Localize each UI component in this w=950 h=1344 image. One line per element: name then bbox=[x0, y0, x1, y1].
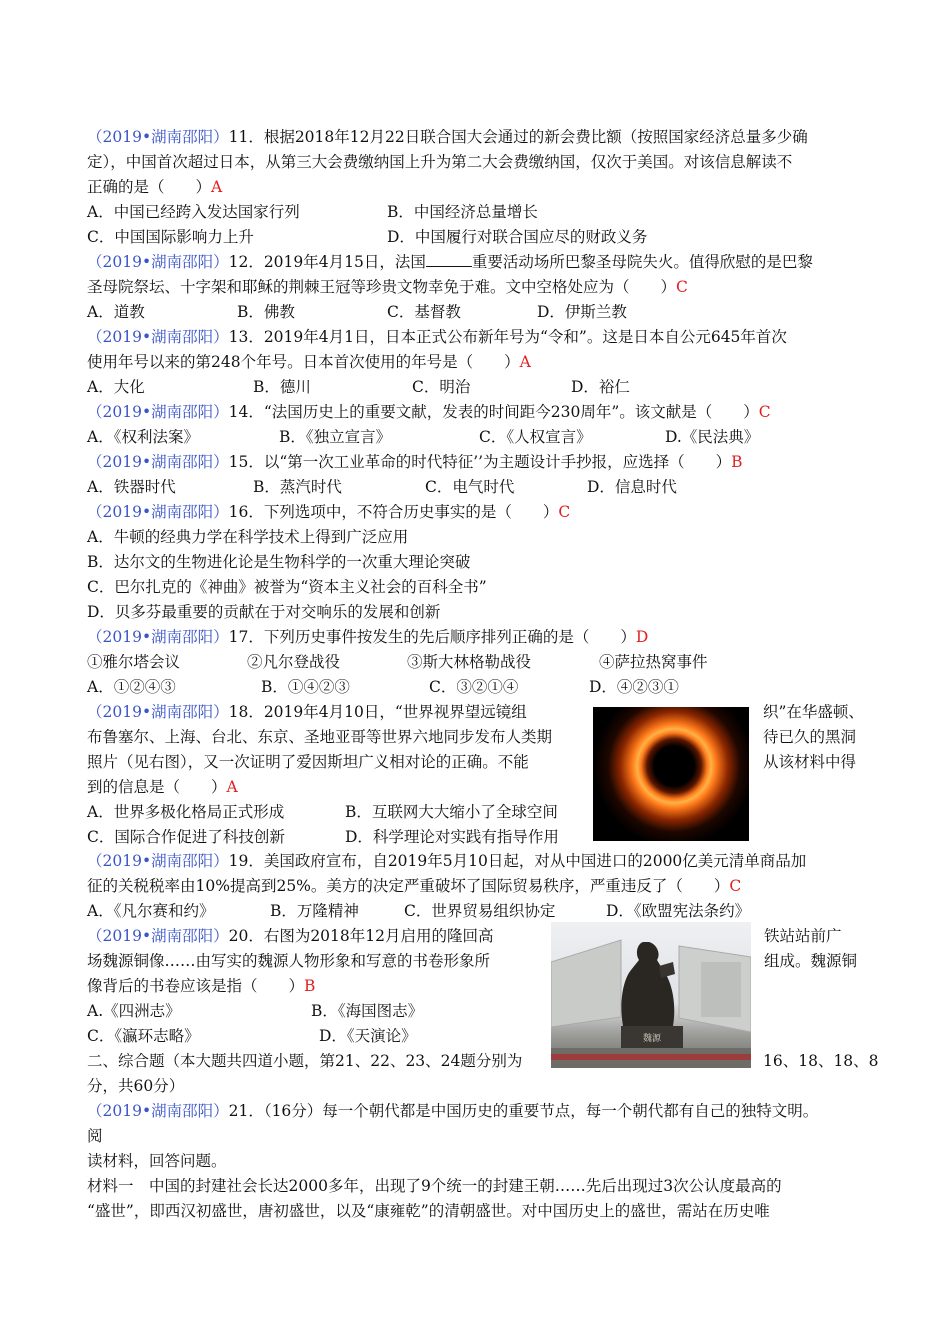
q15-answer: B bbox=[731, 453, 743, 471]
q11-opt-d: D．中国履行对联合国应尽的财政义务 bbox=[387, 228, 648, 246]
q11-stem-1: 11．根据2018年12月22日联合国大会通过的新会费比额（按照国家经济总量多少确 bbox=[228, 128, 808, 146]
q19-opt-b: B．万隆精神 bbox=[270, 902, 359, 920]
q20-line1-right: 铁站站前广 bbox=[764, 927, 842, 945]
q12-line1 bbox=[87, 252, 813, 272]
wei-yuan-statue-image bbox=[551, 922, 751, 1068]
q13-opt-c: C．明治 bbox=[412, 378, 471, 396]
q14-line1 bbox=[87, 402, 771, 422]
q16-opt-c: C．巴尔扎克的《神曲》被誉为“资本主义社会的百科全书” bbox=[87, 578, 487, 596]
statue-scroll-in-hand bbox=[659, 962, 675, 978]
q16-line1 bbox=[87, 502, 570, 522]
q11-line1 bbox=[87, 127, 808, 147]
source-tag: （2019•湖南邵阳） bbox=[87, 503, 229, 521]
q13-opt-a: A．大化 bbox=[87, 378, 145, 396]
q16-answer: C bbox=[558, 503, 571, 521]
q13-opt-b: B．德川 bbox=[253, 378, 311, 396]
q12-stem-1a: 12．2019年4月15日，法国 bbox=[228, 253, 426, 271]
section2-heading-2: 分，共60分） bbox=[87, 1077, 185, 1095]
q17-event-2: ②凡尔登战役 bbox=[247, 653, 341, 671]
q17-answer: D bbox=[635, 628, 649, 646]
wei-yuan-statue bbox=[621, 942, 674, 1026]
q19-line1 bbox=[87, 851, 806, 871]
q15-stem-1: 15．以“第一次工业革命的时代特征’’为主题设计手抄报，应选择（ ） bbox=[228, 453, 732, 471]
q12-opt-d: D．伊斯兰教 bbox=[537, 303, 627, 321]
q20-options-cd bbox=[87, 1026, 417, 1046]
q13-stem-2: 使用年号以来的第248个年号。日本首次使用的年号是（ ） bbox=[87, 353, 520, 371]
q18-options-ab bbox=[87, 802, 558, 822]
q17-stem-1: 17．下列历史事件按发生的先后顺序排列正确的是（ ） bbox=[228, 628, 636, 646]
section2-heading: 二、综合题（本大题共四道小题，第21、22、23、24题分别为 bbox=[87, 1052, 523, 1070]
source-tag: （2019•湖南邵阳） bbox=[87, 852, 229, 870]
q20-opt-d: D．《天演论》 bbox=[319, 1027, 417, 1045]
q21-line1 bbox=[87, 1101, 818, 1121]
q15-opt-d: D．信息时代 bbox=[587, 478, 677, 496]
q15-opt-b: B．蒸汽时代 bbox=[253, 478, 342, 496]
q19-stem-1: 19．美国政府宣布，自2019年5月10日起，对从中国进口的2000亿美元清单商品加 bbox=[228, 852, 807, 870]
q11-options-ab bbox=[87, 202, 538, 222]
book-scroll-left bbox=[551, 940, 621, 1027]
q20-options-ab bbox=[87, 1001, 424, 1021]
q16-opt-b: B．达尔文的生物进化论是生物科学的一次重大理论突破 bbox=[87, 553, 471, 571]
q13-options bbox=[87, 377, 630, 397]
q18-line4 bbox=[87, 777, 238, 797]
source-tag: （2019•湖南邵阳） bbox=[87, 927, 229, 945]
q16-stem-1: 16．下列选项中，不符合历史事实的是（ ） bbox=[228, 503, 559, 521]
q17-line1 bbox=[87, 627, 648, 647]
q17-event-1: ①雅尔塔会议 bbox=[87, 653, 181, 671]
q20-line1 bbox=[87, 926, 494, 946]
q12-blank bbox=[426, 252, 472, 267]
black-hole-image bbox=[593, 707, 749, 841]
q14-answer: C bbox=[758, 403, 771, 421]
q11-answer: A bbox=[211, 178, 223, 196]
q12-opt-a: A．道教 bbox=[87, 303, 145, 321]
q19-stem-2: 征的关税税率由10%提高到25%。美方的决定严重破坏了国际贸易秩序，严重违反了（ ） bbox=[87, 877, 730, 895]
q20-opt-b: B．《海国图志》 bbox=[311, 1002, 424, 1020]
q20-line2: 场魏源铜像……由写实的魏源人物形象和写意的书卷形象所 bbox=[87, 952, 491, 970]
statue-plaque: 魏源 bbox=[643, 1034, 662, 1044]
q18-answer: A bbox=[226, 778, 238, 796]
q15-options bbox=[87, 477, 677, 497]
q13-answer: A bbox=[519, 353, 531, 371]
q14-opt-c: C．《人权宣言》 bbox=[479, 428, 592, 446]
q15-opt-c: C．电气时代 bbox=[425, 478, 515, 496]
q11-opt-a: A．中国已经跨入发达国家行列 bbox=[87, 203, 300, 221]
source-tag: （2019•湖南邵阳） bbox=[87, 253, 229, 271]
q18-line3-right: 从该材料中得 bbox=[763, 753, 857, 771]
q11-opt-b: B．中国经济总量增长 bbox=[387, 203, 538, 221]
q18-opt-b: B．互联网大大缩小了全球空间 bbox=[345, 803, 558, 821]
q20-answer: B bbox=[304, 977, 316, 995]
q11-opt-c: C．中国国际影响力上升 bbox=[87, 228, 254, 246]
q12-options bbox=[87, 302, 627, 322]
source-tag: （2019•湖南邵阳） bbox=[87, 1102, 229, 1120]
q18-line2: 布鲁塞尔、上海、台北、东京、圣地亚哥等世界六地同步发布人类期 bbox=[87, 728, 553, 746]
q17-event-3: ③斯大林格勒战役 bbox=[407, 653, 532, 671]
q19-opt-c: C．世界贸易组织协定 bbox=[404, 902, 556, 920]
q17-options bbox=[87, 677, 679, 697]
q14-stem-1: 14．“法国历史上的重要文献，发表的时间距今230周年”。该文献是（ ） bbox=[228, 403, 759, 421]
q17-events bbox=[87, 652, 708, 672]
statue-scene bbox=[551, 922, 751, 1068]
q12-line2 bbox=[87, 277, 688, 297]
q11-line3 bbox=[87, 177, 222, 197]
q18-stem-1a: 18．2019年4月10日，“世界视界望远镜组 bbox=[228, 703, 527, 721]
q11-stem-3: 正确的是（ ） bbox=[87, 178, 212, 196]
q13-stem-1: 13．2019年4月1日，日本正式公布新年号为“令和”。这是日本自公元645年首次 bbox=[228, 328, 787, 346]
source-tag: （2019•湖南邵阳） bbox=[87, 128, 229, 146]
q20-stem-1a: 20．右图为2018年12月启用的隆回高 bbox=[228, 927, 494, 945]
q18-opt-d: D．科学理论对实践有指导作用 bbox=[345, 828, 559, 846]
q15-opt-a: A．铁器时代 bbox=[87, 478, 176, 496]
q13-opt-d: D．裕仁 bbox=[571, 378, 630, 396]
q20-opt-c: C．《瀛环志略》 bbox=[87, 1027, 200, 1045]
q16-opt-d: D．贝多芬最重要的贡献在于对交响乐的发展和创新 bbox=[87, 603, 441, 621]
q12-stem-2: 圣母院祭坛、十字架和耶稣的荆棘王冠等珍贵文物幸免于难。文中空格处应为（ ） bbox=[87, 278, 677, 296]
q15-line1 bbox=[87, 452, 743, 472]
section2-heading-right: 16、18、18、8 bbox=[763, 1052, 879, 1070]
q14-opt-b: B．《独立宣言》 bbox=[279, 428, 392, 446]
q13-line2 bbox=[87, 352, 531, 372]
flower-bed bbox=[551, 1054, 751, 1060]
q13-line1 bbox=[87, 327, 787, 347]
source-tag: （2019•湖南邵阳） bbox=[87, 328, 229, 346]
q21-material-1: 材料一 中国的封建社会长达2000多年，出现了9个统一的封建王朝……先后出现过3次公认度最高的 bbox=[87, 1177, 782, 1195]
q18-opt-c: C．国际合作促进了科技创新 bbox=[87, 828, 285, 846]
source-tag: （2019•湖南邵阳） bbox=[87, 403, 229, 421]
q11-line2: 定），中国首次超过日本，从第三大会费缴纳国上升为第二大会费缴纳国，仅次于美国。对该信息解读不 bbox=[87, 153, 793, 171]
q18-line3: 照片（见右图），又一次证明了爱因斯坦广义相对论的正确。不能 bbox=[87, 753, 529, 771]
q17-opt-c: C．③②①④ bbox=[429, 678, 519, 696]
q18-line1 bbox=[87, 702, 527, 722]
q16-opt-a: A．牛顿的经典力学在科学技术上得到广泛应用 bbox=[87, 528, 409, 546]
scroll-panel bbox=[701, 962, 741, 1017]
q17-opt-b: B．①④②③ bbox=[261, 678, 350, 696]
q19-answer: C bbox=[729, 877, 742, 895]
q19-options bbox=[87, 901, 751, 921]
q17-opt-d: D．④②③① bbox=[589, 678, 679, 696]
q12-answer: C bbox=[676, 278, 688, 296]
q14-options bbox=[87, 427, 760, 447]
q21-line2: 阅 bbox=[87, 1127, 103, 1145]
q12-opt-b: B．佛教 bbox=[237, 303, 295, 321]
q14-opt-d: D.《民法典》 bbox=[665, 428, 760, 446]
source-tag: （2019•湖南邵阳） bbox=[87, 628, 229, 646]
q18-options-cd bbox=[87, 827, 559, 847]
q17-opt-a: A．①②④③ bbox=[87, 678, 176, 696]
source-tag: （2019•湖南邵阳） bbox=[87, 453, 229, 471]
q21-stem-1: 21．（16分）每一个朝代都是中国历史的重要节点，每一个朝代都有自己的独特文明。 bbox=[228, 1102, 819, 1120]
q18-line2-right: 待已久的黑洞 bbox=[763, 728, 857, 746]
q19-line2 bbox=[87, 876, 741, 896]
q12-stem-1b: 重要活动场所巴黎圣母院失火。值得欣慰的是巴黎 bbox=[471, 253, 813, 271]
q21-line3: 读材料，回答问题。 bbox=[87, 1152, 227, 1170]
q20-line2-right: 组成。魏源铜 bbox=[764, 952, 858, 970]
source-tag: （2019•湖南邵阳） bbox=[87, 703, 229, 721]
q19-opt-a: A．《凡尔赛和约》 bbox=[87, 902, 215, 920]
q17-event-4: ④萨拉热窝事件 bbox=[599, 653, 708, 671]
q12-opt-c: C．基督教 bbox=[387, 303, 461, 321]
q20-opt-a: A.《四洲志》 bbox=[87, 1002, 181, 1020]
q20-stem-3: 像背后的书卷应该是指（ ） bbox=[87, 977, 305, 995]
q19-opt-d: D．《欧盟宪法条约》 bbox=[606, 902, 751, 920]
q18-opt-a: A．世界多极化格局正式形成 bbox=[87, 803, 285, 821]
q11-options-cd bbox=[87, 227, 648, 247]
q14-opt-a: A．《权利法案》 bbox=[87, 428, 199, 446]
q21-material-1-cont: “盛世”，即西汉初盛世，唐初盛世，以及“康雍乾”的清朝盛世。对中国历史上的盛世，需站在历史唯 bbox=[87, 1202, 770, 1220]
q18-stem-4: 到的信息是（ ） bbox=[87, 778, 227, 796]
q18-line1-right: 织”在华盛顿、 bbox=[763, 703, 864, 721]
q20-line3 bbox=[87, 976, 315, 996]
